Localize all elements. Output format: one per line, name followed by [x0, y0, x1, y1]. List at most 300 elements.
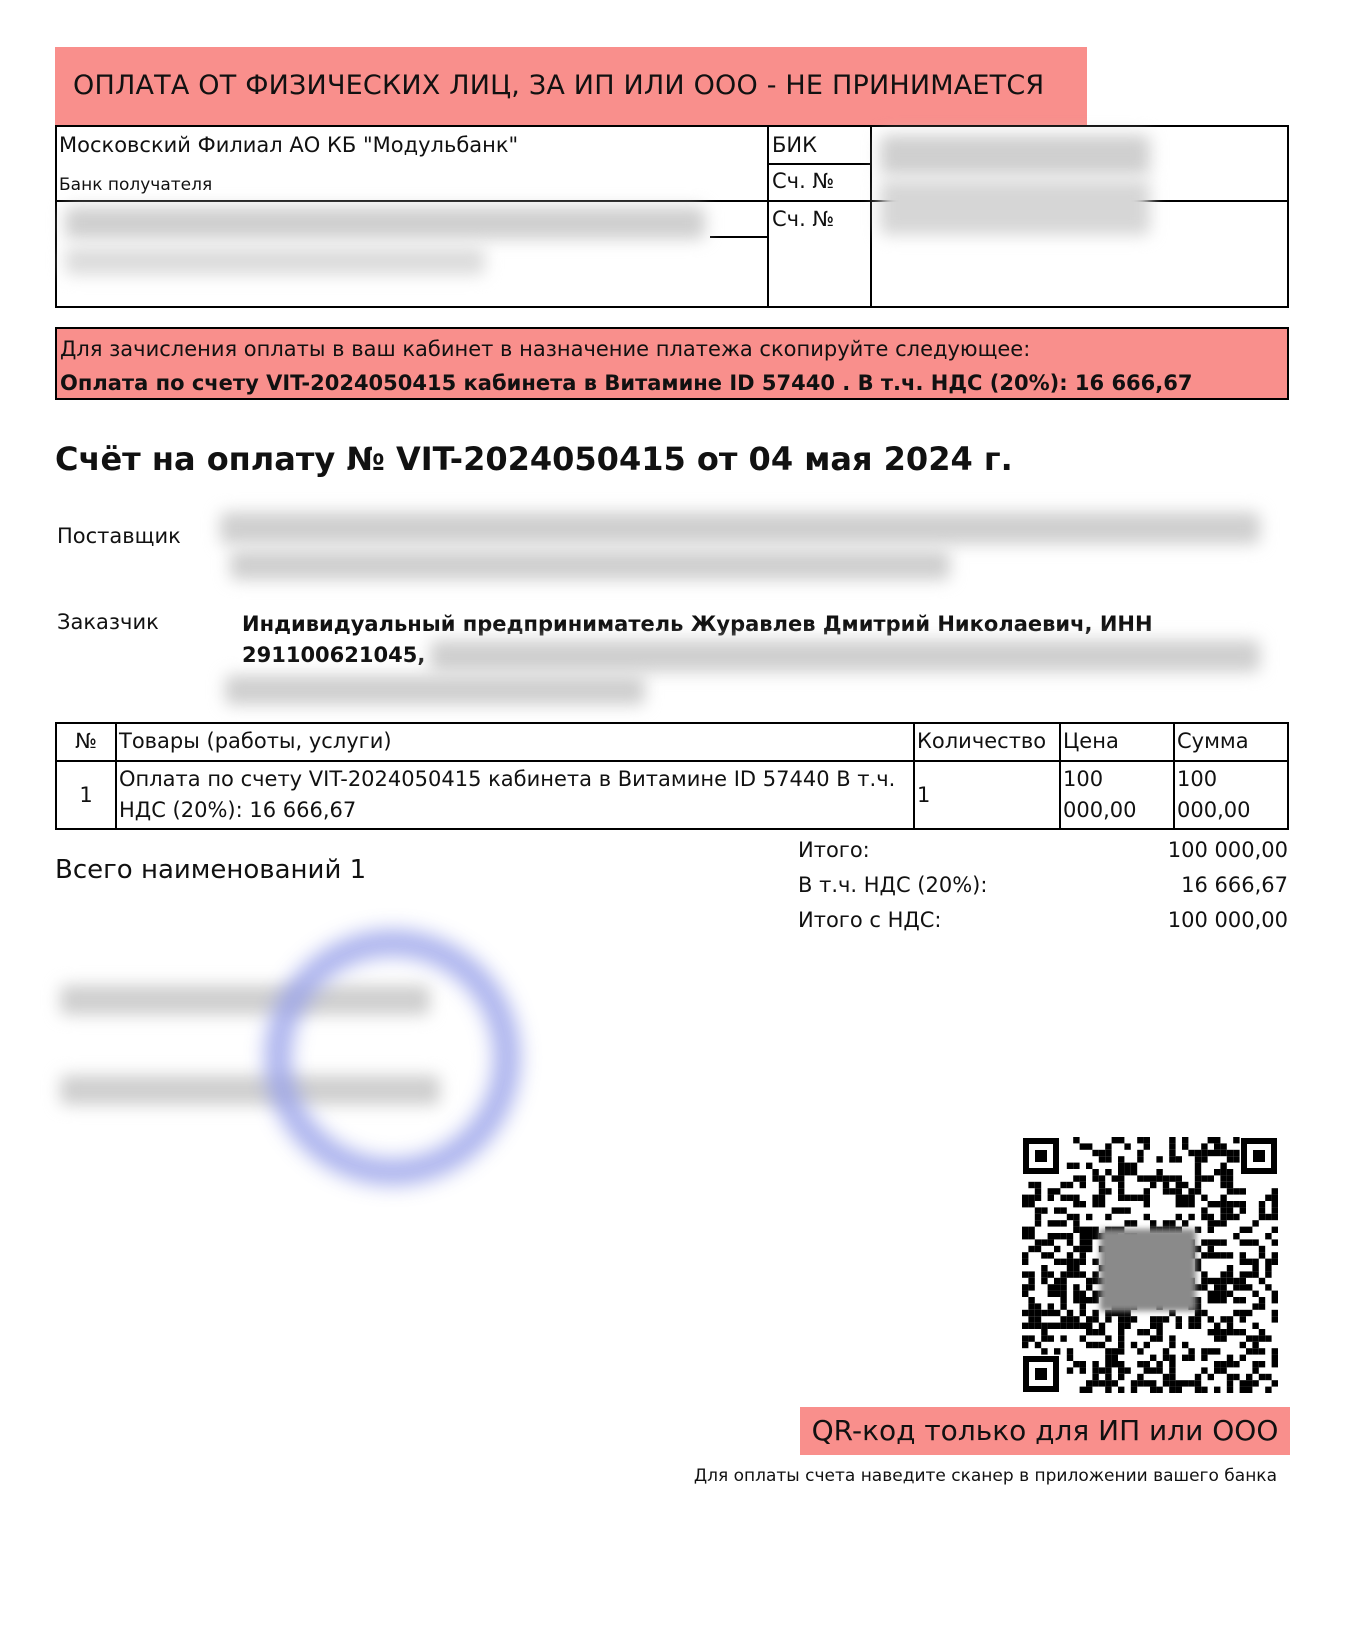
redacted-recipient-2	[65, 247, 485, 275]
qr-module	[1124, 1367, 1130, 1373]
qr-module	[1220, 1207, 1226, 1213]
vat-value: 16 666,67	[1181, 873, 1288, 897]
qr-module	[1214, 1150, 1220, 1156]
qr-module	[1163, 1374, 1169, 1380]
qr-module	[1137, 1150, 1143, 1156]
qr-code-icon	[1022, 1137, 1278, 1393]
qr-module	[1092, 1361, 1098, 1367]
qr-module	[1201, 1150, 1207, 1156]
qr-module	[1131, 1316, 1137, 1322]
qr-module	[1227, 1316, 1233, 1322]
total-value: 100 000,00	[1167, 838, 1288, 862]
qr-module	[1144, 1175, 1150, 1181]
qr-module	[1086, 1278, 1092, 1284]
qr-module	[1265, 1387, 1271, 1393]
qr-module	[1073, 1265, 1079, 1271]
qr-module	[1118, 1137, 1124, 1143]
qr-module	[1252, 1335, 1258, 1341]
qr-module	[1163, 1355, 1169, 1361]
qr-module	[1144, 1195, 1150, 1201]
qr-module	[1259, 1207, 1265, 1213]
qr-module	[1233, 1361, 1239, 1367]
redacted-customer-1	[430, 640, 1260, 672]
qr-module	[1246, 1239, 1252, 1245]
qr-module	[1227, 1182, 1233, 1188]
row-number: 1	[56, 761, 116, 829]
qr-module	[1080, 1291, 1086, 1297]
qr-module	[1150, 1355, 1156, 1361]
qr-module	[1067, 1182, 1073, 1188]
qr-module	[1131, 1169, 1137, 1175]
qr-module	[1169, 1380, 1175, 1386]
qr-module	[1067, 1252, 1073, 1258]
qr-module	[1176, 1316, 1182, 1322]
qr-module	[1220, 1367, 1226, 1373]
qr-module	[1156, 1367, 1162, 1373]
qr-module	[1060, 1297, 1066, 1303]
qr-module	[1220, 1169, 1226, 1175]
qr-module	[1259, 1361, 1265, 1367]
qr-module	[1035, 1195, 1041, 1201]
qr-module	[1035, 1303, 1041, 1309]
qr-module	[1035, 1246, 1041, 1252]
qr-module	[1208, 1201, 1214, 1207]
qr-module	[1073, 1284, 1079, 1290]
qr-module	[1214, 1143, 1220, 1149]
qr-module	[1227, 1207, 1233, 1213]
qr-module	[1080, 1246, 1086, 1252]
qr-module	[1060, 1233, 1066, 1239]
qr-module	[1252, 1291, 1258, 1297]
qr-module	[1259, 1278, 1265, 1284]
qr-module	[1112, 1207, 1118, 1213]
qr-module	[1092, 1175, 1098, 1181]
qr-module	[1144, 1137, 1150, 1143]
qr-module	[1240, 1239, 1246, 1245]
qr-module	[1272, 1355, 1278, 1361]
qr-module	[1169, 1374, 1175, 1380]
qr-module	[1067, 1163, 1073, 1169]
qr-module	[1131, 1387, 1137, 1393]
customer-label: Заказчик	[57, 610, 159, 634]
qr-module	[1214, 1201, 1220, 1207]
qr-module	[1233, 1374, 1239, 1380]
qr-module	[1150, 1387, 1156, 1393]
qr-module	[1105, 1150, 1111, 1156]
items-count: Всего наименований 1	[55, 855, 367, 885]
qr-module	[1259, 1335, 1265, 1341]
qr-module	[1099, 1175, 1105, 1181]
qr-module	[1073, 1361, 1079, 1367]
qr-module	[1124, 1195, 1130, 1201]
qr-module	[1208, 1137, 1214, 1143]
qr-module	[1092, 1201, 1098, 1207]
qr-module	[1022, 1201, 1028, 1207]
qr-banner: QR-код только для ИП или ООО	[800, 1407, 1290, 1455]
qr-module	[1035, 1342, 1041, 1348]
qr-module	[1272, 1291, 1278, 1297]
vat-row	[798, 873, 1288, 903]
qr-module	[1067, 1265, 1073, 1271]
qr-module	[1214, 1220, 1220, 1226]
bank-details-table	[55, 125, 1289, 308]
col-number: №	[56, 723, 116, 761]
qr-module	[1188, 1214, 1194, 1220]
qr-module	[1163, 1220, 1169, 1226]
qr-module	[1227, 1214, 1233, 1220]
qr-module	[1080, 1310, 1086, 1316]
qr-module	[1214, 1323, 1220, 1329]
total-row	[798, 838, 1288, 868]
qr-module	[1156, 1323, 1162, 1329]
qr-module	[1028, 1195, 1034, 1201]
qr-module	[1137, 1348, 1143, 1354]
qr-module	[1086, 1323, 1092, 1329]
qr-module	[1208, 1214, 1214, 1220]
qr-module	[1022, 1259, 1028, 1265]
qr-module	[1118, 1163, 1124, 1169]
qr-module	[1252, 1220, 1258, 1226]
qr-module	[1028, 1246, 1034, 1252]
qr-module	[1080, 1367, 1086, 1373]
qr-module	[1086, 1316, 1092, 1322]
qr-module	[1233, 1137, 1239, 1143]
qr-module	[1227, 1265, 1233, 1271]
qr-module	[1150, 1323, 1156, 1329]
qr-module	[1227, 1175, 1233, 1181]
qr-module	[1086, 1239, 1092, 1245]
qr-module	[1169, 1361, 1175, 1367]
qr-module	[1028, 1278, 1034, 1284]
qr-module	[1080, 1201, 1086, 1207]
qr-module	[1086, 1380, 1092, 1386]
qr-module	[1169, 1175, 1175, 1181]
qr-module	[1252, 1303, 1258, 1309]
total-vat-row	[798, 908, 1288, 938]
qr-module	[1086, 1214, 1092, 1220]
qr-module	[1156, 1361, 1162, 1367]
qr-module	[1105, 1380, 1111, 1386]
col-quantity: Количество	[914, 723, 1060, 761]
qr-module	[1131, 1195, 1137, 1201]
qr-module	[1118, 1156, 1124, 1162]
qr-module	[1265, 1265, 1271, 1271]
qr-module	[1080, 1361, 1086, 1367]
qr-module	[1060, 1207, 1066, 1213]
qr-module	[1150, 1220, 1156, 1226]
qr-module	[1124, 1207, 1130, 1213]
redacted-supplier-1	[220, 512, 1260, 544]
qr-module	[1035, 1188, 1041, 1194]
qr-module	[1041, 1329, 1047, 1335]
qr-module	[1201, 1175, 1207, 1181]
qr-module	[1048, 1188, 1054, 1194]
qr-module	[1176, 1182, 1182, 1188]
qr-module	[1060, 1220, 1066, 1226]
qr-module	[1156, 1335, 1162, 1341]
customer-line-2: 291100621045,	[242, 643, 426, 667]
total-vat-label: Итого с НДС:	[798, 908, 942, 932]
qr-module	[1150, 1182, 1156, 1188]
qr-module	[1246, 1387, 1252, 1393]
qr-module	[1233, 1278, 1239, 1284]
qr-module	[1054, 1220, 1060, 1226]
qr-module	[1035, 1214, 1041, 1220]
qr-module	[1041, 1310, 1047, 1316]
qr-module	[1060, 1259, 1066, 1265]
qr-module	[1060, 1335, 1066, 1341]
qr-module	[1124, 1169, 1130, 1175]
qr-module	[1272, 1380, 1278, 1386]
qr-module	[1208, 1316, 1214, 1322]
qr-module	[1214, 1278, 1220, 1284]
qr-module	[1073, 1195, 1079, 1201]
qr-module	[1092, 1259, 1098, 1265]
qr-module	[1099, 1201, 1105, 1207]
qr-module	[1220, 1143, 1226, 1149]
qr-module	[1182, 1342, 1188, 1348]
qr-module	[1169, 1188, 1175, 1194]
qr-module	[1105, 1169, 1111, 1175]
qr-module	[1156, 1387, 1162, 1393]
qr-module	[1208, 1374, 1214, 1380]
qr-module	[1214, 1291, 1220, 1297]
qr-module	[1080, 1335, 1086, 1341]
qr-module	[1022, 1291, 1028, 1297]
qr-module	[1028, 1201, 1034, 1207]
table-row	[56, 761, 1288, 829]
qr-module	[1035, 1310, 1041, 1316]
qr-module	[1060, 1182, 1066, 1188]
qr-module	[1169, 1220, 1175, 1226]
qr-module	[1028, 1335, 1034, 1341]
qr-module	[1240, 1188, 1246, 1194]
qr-module	[1233, 1310, 1239, 1316]
qr-module	[1195, 1188, 1201, 1194]
qr-module	[1150, 1380, 1156, 1386]
qr-module	[1105, 1387, 1111, 1393]
qr-module	[1105, 1355, 1111, 1361]
qr-module	[1227, 1329, 1233, 1335]
qr-module	[1220, 1195, 1226, 1201]
qr-module	[1092, 1297, 1098, 1303]
qr-module	[1067, 1367, 1073, 1373]
qr-module	[1240, 1278, 1246, 1284]
qr-module	[1195, 1156, 1201, 1162]
qr-module	[1233, 1329, 1239, 1335]
qr-module	[1259, 1374, 1265, 1380]
qr-module	[1118, 1207, 1124, 1213]
qr-module	[1220, 1278, 1226, 1284]
qr-module	[1233, 1188, 1239, 1194]
qr-module	[1105, 1348, 1111, 1354]
qr-module	[1201, 1239, 1207, 1245]
qr-module	[1272, 1348, 1278, 1354]
qr-module	[1208, 1220, 1214, 1226]
qr-module	[1182, 1201, 1188, 1207]
qr-module	[1073, 1271, 1079, 1277]
qr-module	[1028, 1297, 1034, 1303]
qr-module	[1195, 1380, 1201, 1386]
qr-module	[1195, 1182, 1201, 1188]
redacted-bik	[880, 135, 1150, 175]
qr-module	[1131, 1380, 1137, 1386]
qr-module	[1240, 1284, 1246, 1290]
qr-module	[1201, 1355, 1207, 1361]
qr-module	[1092, 1329, 1098, 1335]
qr-module	[1144, 1143, 1150, 1149]
qr-module	[1252, 1259, 1258, 1265]
qr-module	[1246, 1380, 1252, 1386]
qr-module	[1272, 1214, 1278, 1220]
qr-module	[1105, 1143, 1111, 1149]
qr-module	[1099, 1329, 1105, 1335]
qr-module	[1272, 1316, 1278, 1322]
qr-module	[1124, 1323, 1130, 1329]
qr-module	[1201, 1348, 1207, 1354]
supplier-label: Поставщик	[57, 524, 181, 548]
qr-module	[1073, 1291, 1079, 1297]
qr-module	[1246, 1310, 1252, 1316]
qr-module	[1118, 1374, 1124, 1380]
qr-module	[1086, 1143, 1092, 1149]
qr-module	[1272, 1207, 1278, 1213]
qr-module	[1252, 1323, 1258, 1329]
qr-module	[1252, 1380, 1258, 1386]
row-quantity: 1	[914, 761, 1060, 829]
payment-purpose-box	[55, 327, 1289, 400]
qr-module	[1227, 1201, 1233, 1207]
qr-module	[1220, 1175, 1226, 1181]
qr-module	[1137, 1137, 1143, 1143]
qr-module	[1144, 1214, 1150, 1220]
qr-module	[1220, 1335, 1226, 1341]
qr-module	[1208, 1227, 1214, 1233]
qr-module	[1028, 1227, 1034, 1233]
qr-module	[1156, 1156, 1162, 1162]
purpose-text: Оплата по счету VIT-2024050415 кабинета в Витамине ID 57440 . В т.ч. НДС (20%): 16 666,67	[60, 371, 1193, 395]
qr-module	[1265, 1259, 1271, 1265]
qr-module	[1265, 1374, 1271, 1380]
qr-module	[1144, 1329, 1150, 1335]
bank-caption: Банк получателя	[59, 175, 213, 195]
qr-module	[1214, 1297, 1220, 1303]
qr-module	[1240, 1252, 1246, 1258]
items-table	[55, 722, 1289, 830]
qr-module	[1220, 1271, 1226, 1277]
qr-module	[1163, 1316, 1169, 1322]
qr-module	[1201, 1284, 1207, 1290]
qr-module	[1092, 1367, 1098, 1373]
total-label: Итого:	[798, 838, 870, 862]
qr-module	[1201, 1278, 1207, 1284]
qr-module	[1067, 1310, 1073, 1316]
qr-module	[1035, 1207, 1041, 1213]
qr-module	[1227, 1169, 1233, 1175]
qr-module	[1201, 1271, 1207, 1277]
qr-module	[1169, 1143, 1175, 1149]
qr-module	[1080, 1252, 1086, 1258]
qr-module	[1028, 1310, 1034, 1316]
qr-module	[1214, 1137, 1220, 1143]
qr-module	[1182, 1143, 1188, 1149]
qr-module	[1073, 1137, 1079, 1143]
qr-module	[1105, 1335, 1111, 1341]
qr-module	[1259, 1246, 1265, 1252]
stamp-icon	[265, 930, 520, 1185]
qr-module	[1163, 1188, 1169, 1194]
qr-module	[1041, 1239, 1047, 1245]
qr-module	[1233, 1233, 1239, 1239]
totals-block	[798, 838, 1288, 948]
qr-module	[1022, 1342, 1028, 1348]
qr-module	[1208, 1278, 1214, 1284]
qr-module	[1259, 1201, 1265, 1207]
qr-module	[1112, 1137, 1118, 1143]
qr-module	[1022, 1195, 1028, 1201]
qr-module	[1188, 1380, 1194, 1386]
qr-module	[1240, 1297, 1246, 1303]
qr-module	[1188, 1355, 1194, 1361]
qr-module	[1092, 1342, 1098, 1348]
qr-module	[1150, 1316, 1156, 1322]
qr-module	[1124, 1316, 1130, 1322]
qr-module	[1060, 1278, 1066, 1284]
qr-module	[1169, 1137, 1175, 1143]
account-label-2: Сч. №	[772, 207, 835, 231]
qr-module	[1259, 1297, 1265, 1303]
qr-module	[1169, 1367, 1175, 1373]
qr-module	[1252, 1342, 1258, 1348]
qr-module	[1080, 1323, 1086, 1329]
qr-module	[1137, 1361, 1143, 1367]
qr-module	[1073, 1163, 1079, 1169]
qr-module	[1220, 1150, 1226, 1156]
qr-module	[1112, 1348, 1118, 1354]
qr-module	[1188, 1316, 1194, 1322]
qr-module	[1067, 1316, 1073, 1322]
qr-module	[1220, 1316, 1226, 1322]
qr-module	[1259, 1214, 1265, 1220]
qr-module	[1252, 1265, 1258, 1271]
qr-module	[1240, 1342, 1246, 1348]
qr-note: Для оплаты счета наведите сканер в приложении вашего банка	[693, 1466, 1277, 1486]
qr-module	[1272, 1188, 1278, 1194]
qr-module	[1182, 1220, 1188, 1226]
qr-module	[1144, 1361, 1150, 1367]
qr-module	[1227, 1252, 1233, 1258]
qr-module	[1208, 1291, 1214, 1297]
qr-module	[1163, 1380, 1169, 1386]
qr-module	[1028, 1233, 1034, 1239]
qr-module	[1220, 1239, 1226, 1245]
qr-module	[1188, 1150, 1194, 1156]
qr-module	[1214, 1329, 1220, 1335]
qr-module	[1144, 1380, 1150, 1386]
qr-module	[1041, 1278, 1047, 1284]
qr-module	[1105, 1214, 1111, 1220]
qr-module	[1163, 1175, 1169, 1181]
qr-module	[1067, 1259, 1073, 1265]
qr-module	[1092, 1150, 1098, 1156]
page-title: Счёт на оплату № VIT-2024050415 от 04 мая 2024 г.	[55, 440, 1013, 478]
qr-module	[1272, 1227, 1278, 1233]
qr-module	[1035, 1239, 1041, 1245]
qr-module	[1054, 1259, 1060, 1265]
items-header-row	[56, 723, 1288, 761]
qr-module	[1176, 1380, 1182, 1386]
qr-module	[1208, 1175, 1214, 1181]
